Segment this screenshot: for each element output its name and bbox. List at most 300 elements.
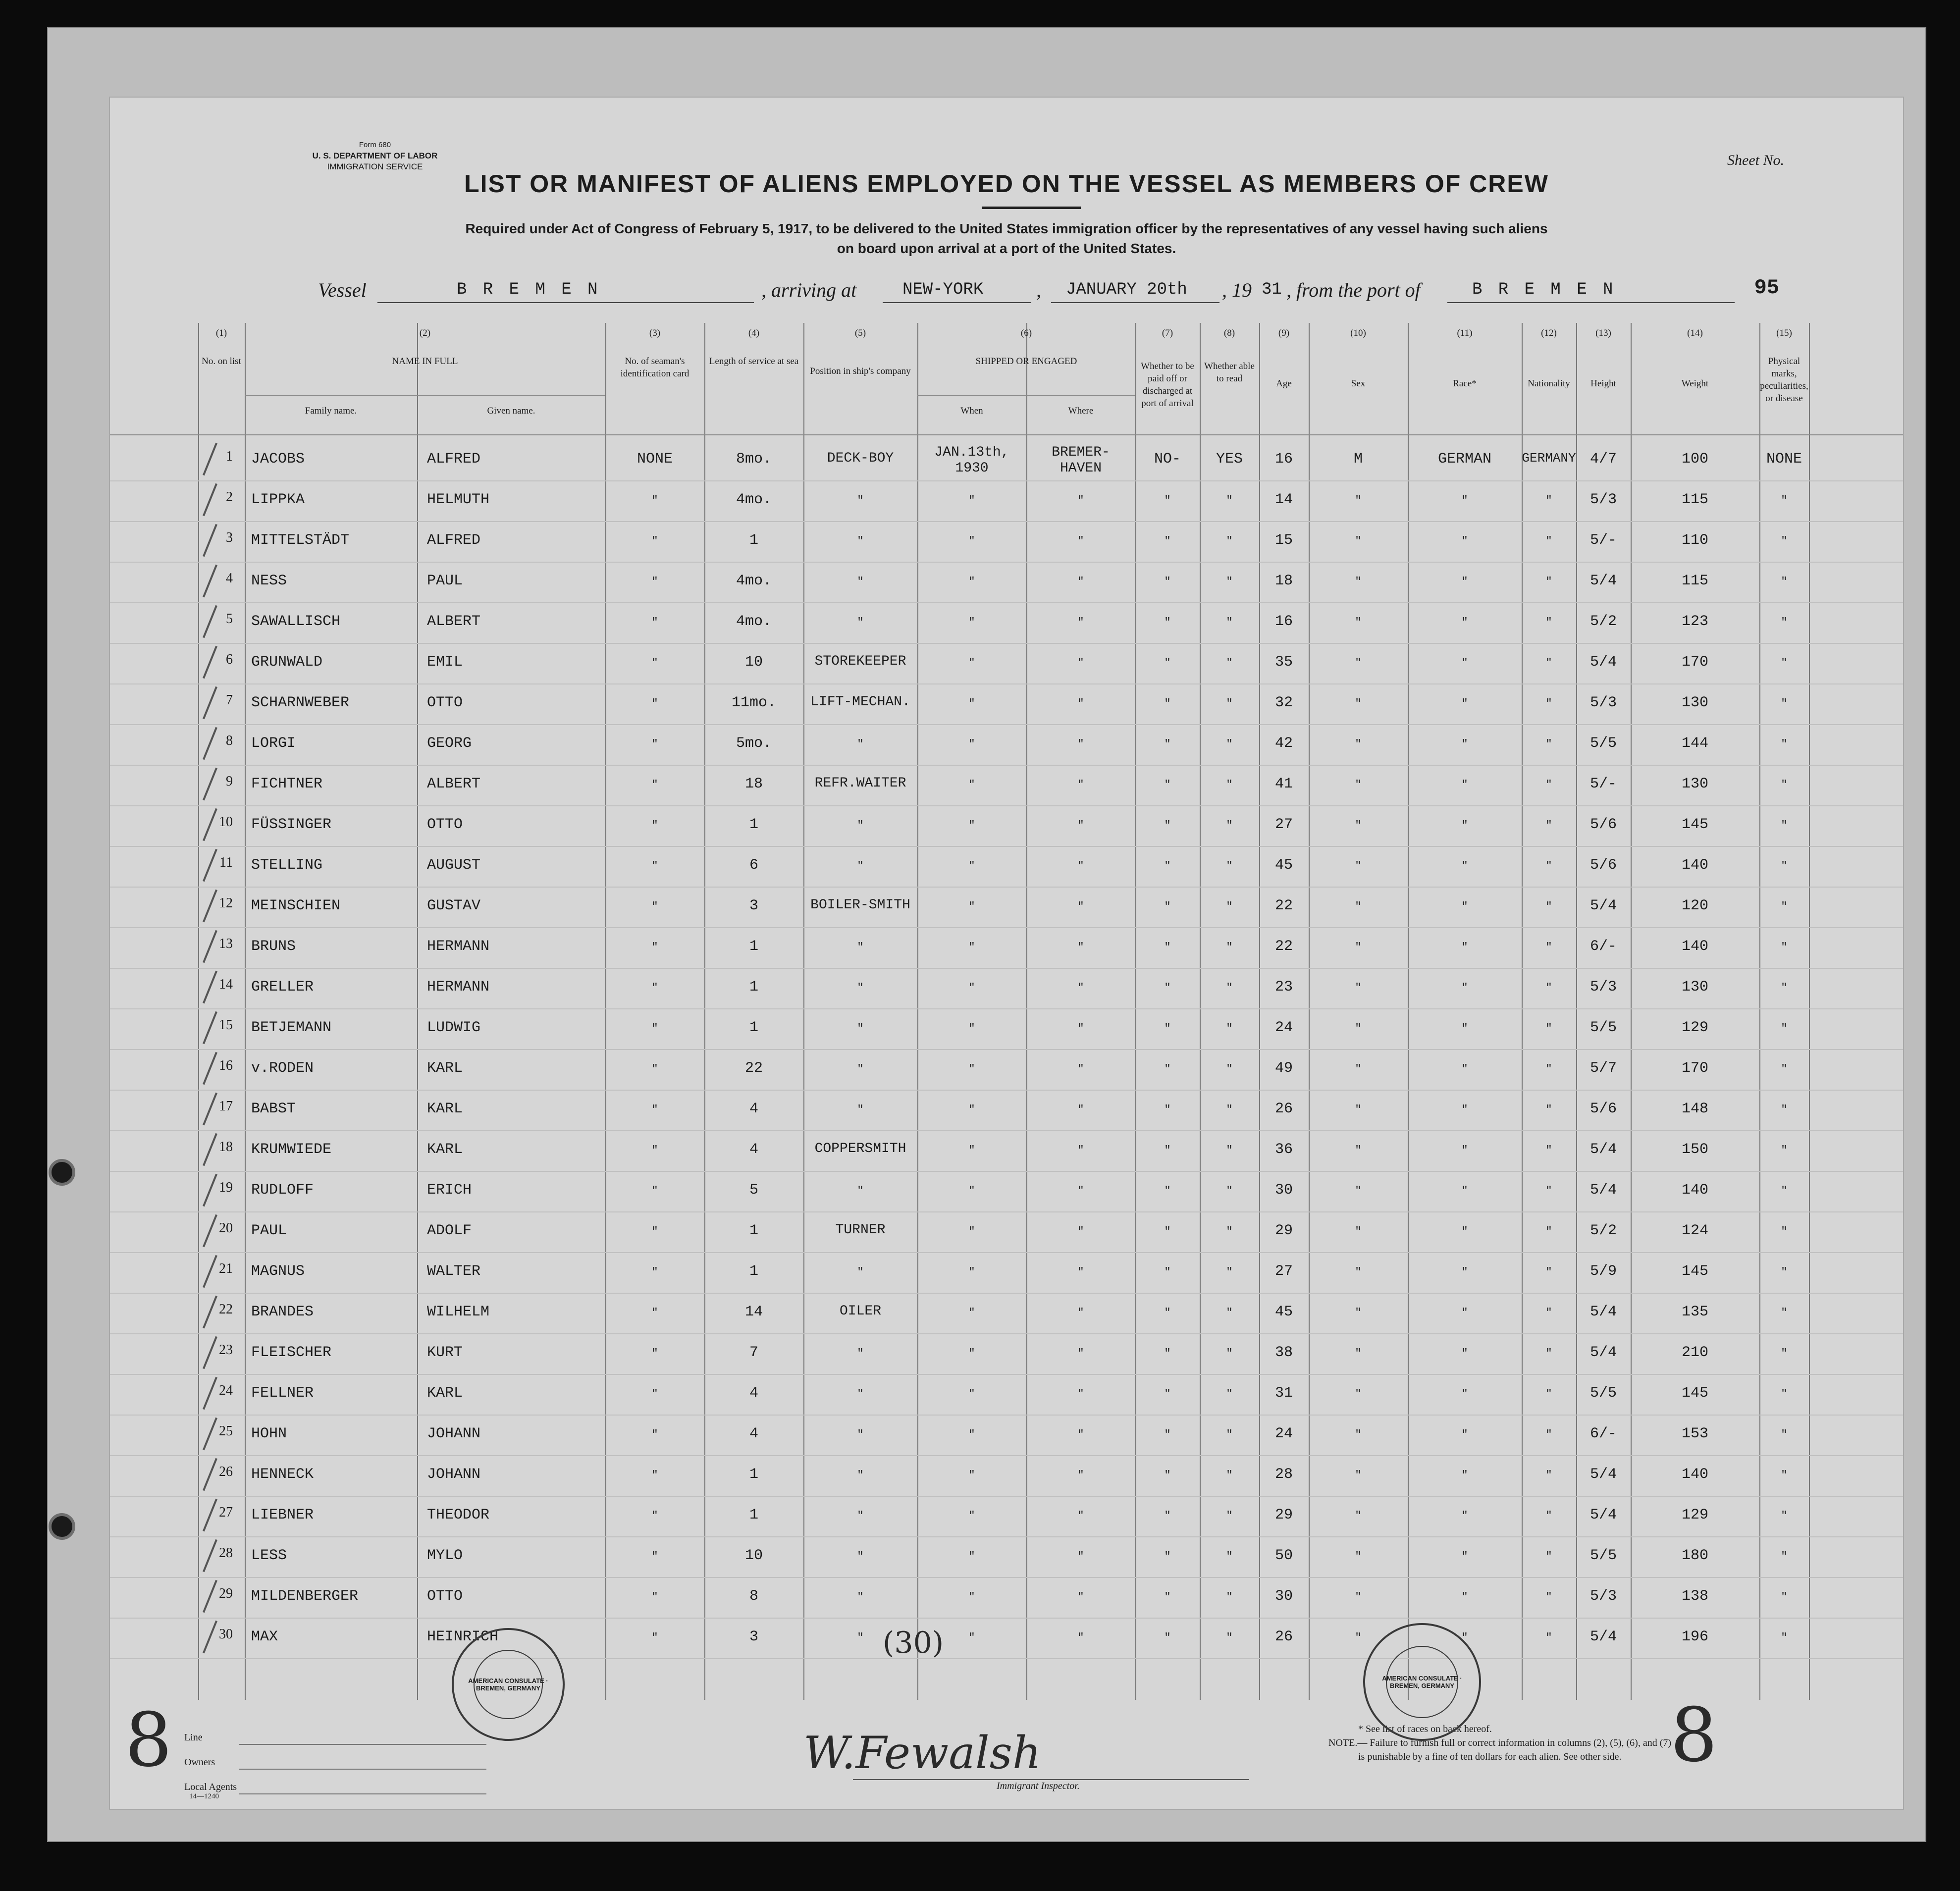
family-name: FÜSSINGER	[251, 816, 332, 833]
row-number: 16	[219, 1058, 233, 1073]
ditto-mark: "	[1545, 1307, 1552, 1319]
ditto-mark: "	[1781, 1469, 1788, 1481]
ditto-mark: "	[1355, 1510, 1362, 1522]
table-row	[110, 970, 1903, 1009]
ditto-mark: "	[968, 1144, 975, 1156]
age: 15	[1274, 532, 1293, 549]
sheet-number: 95	[1754, 276, 1779, 300]
ditto-mark: "	[1077, 860, 1084, 872]
ditto-mark: "	[1226, 900, 1233, 913]
ditto-mark: "	[1164, 1063, 1171, 1075]
given-name: WILHELM	[427, 1304, 490, 1320]
ditto-mark: "	[1164, 616, 1171, 629]
ditto-mark: "	[1545, 494, 1552, 507]
ditto-mark: "	[1461, 1550, 1468, 1563]
height: 5/3	[1589, 491, 1617, 508]
ditto-mark: "	[1164, 860, 1171, 872]
age: 24	[1274, 1019, 1293, 1036]
table-row	[110, 1376, 1903, 1416]
family-name: GRELLER	[251, 979, 314, 996]
ditto-mark: "	[857, 1428, 864, 1441]
ditto-mark: "	[1164, 1347, 1171, 1360]
weight: 210	[1681, 1344, 1708, 1361]
position: STOREKEEPER	[814, 654, 906, 669]
weight: 129	[1681, 1019, 1708, 1036]
height: 5/4	[1589, 1182, 1617, 1199]
ditto-mark: "	[1355, 1631, 1362, 1644]
ditto-mark: "	[1164, 1388, 1171, 1400]
length-of-service: 11mo.	[731, 694, 776, 711]
given-name: EMIL	[427, 654, 463, 671]
inspector-label: Immigrant Inspector.	[997, 1781, 1080, 1791]
subheader-rule	[917, 395, 1135, 396]
given-name: HERMANN	[427, 979, 490, 996]
punch-hole	[49, 1159, 75, 1186]
ditto-mark: "	[1077, 1307, 1084, 1319]
family-name: LIEBNER	[251, 1507, 314, 1523]
row-number: 1	[226, 449, 233, 464]
family-name: BRUNS	[251, 938, 296, 955]
height: 5/4	[1589, 654, 1617, 671]
age: 49	[1274, 1060, 1293, 1077]
ditto-mark: "	[1226, 982, 1233, 994]
ditto-mark: "	[1226, 1469, 1233, 1481]
row-rule	[110, 1171, 1903, 1172]
ditto-mark: "	[1164, 657, 1171, 669]
ditto-mark: "	[1077, 1185, 1084, 1197]
ditto-mark: "	[857, 819, 864, 832]
ditto-mark: "	[1781, 1225, 1788, 1238]
column-number: (6)	[1020, 328, 1032, 338]
col-given-name: Given name.	[487, 406, 535, 416]
ditto-mark: "	[968, 1591, 975, 1603]
ditto-mark: "	[1164, 1631, 1171, 1644]
ditto-mark: "	[1226, 1550, 1233, 1563]
tally-mark-left: 8	[125, 1697, 172, 1784]
age: 45	[1274, 857, 1293, 874]
row-rule	[110, 765, 1903, 766]
family-name: FELLNER	[251, 1385, 314, 1402]
inspector-signature: W.Fewalsh	[803, 1727, 1041, 1779]
length-of-service: 18	[744, 776, 763, 792]
column-number: (5)	[854, 328, 866, 338]
ditto-mark: "	[1164, 1022, 1171, 1035]
ditto-mark: "	[1226, 697, 1233, 710]
ditto-mark: "	[968, 900, 975, 913]
ditto-mark: "	[968, 860, 975, 872]
ditto-mark: "	[1226, 1144, 1233, 1156]
row-number: 27	[219, 1505, 233, 1520]
ditto-mark: "	[1461, 1022, 1468, 1035]
ditto-mark: "	[1077, 819, 1084, 832]
given-name: GUSTAV	[427, 897, 481, 914]
length-of-service: 3	[749, 1628, 758, 1645]
row-rule	[110, 1496, 1903, 1497]
arrival-date: JANUARY 20th	[1066, 280, 1187, 299]
table-row	[110, 564, 1903, 603]
ditto-mark: "	[1461, 1469, 1468, 1481]
position: DECK-BOY	[827, 451, 894, 466]
row-number: 23	[219, 1342, 233, 1358]
table-row	[110, 1417, 1903, 1456]
row-rule	[110, 846, 1903, 847]
ditto-mark: "	[651, 779, 658, 791]
ditto-mark: "	[968, 494, 975, 507]
date-rule	[1051, 302, 1219, 303]
consulate-stamp-left: AMERICAN CONSULATE · BREMEN, GERMANY	[452, 1628, 565, 1741]
ditto-mark: "	[1461, 1510, 1468, 1522]
ditto-mark: "	[857, 738, 864, 750]
col-nationality: Nationality	[1528, 378, 1570, 389]
table-row	[110, 1457, 1903, 1497]
age: 24	[1274, 1425, 1293, 1442]
ditto-mark: "	[1355, 1428, 1362, 1441]
ditto-mark: "	[968, 535, 975, 547]
family-name: v.RODEN	[251, 1060, 314, 1077]
age: 36	[1274, 1141, 1293, 1158]
family-name: RUDLOFF	[251, 1182, 314, 1199]
ditto-mark: "	[1355, 1347, 1362, 1360]
given-name: ALFRED	[427, 532, 481, 549]
subtitle-line-1: Required under Act of Congress of February 5, 1917, to be delivered to the United States immigration officer by the representatives of any vessel having such aliens	[465, 221, 1548, 236]
age: 29	[1274, 1507, 1293, 1523]
ditto-mark: "	[968, 1022, 975, 1035]
ditto-mark: "	[1781, 1022, 1788, 1035]
weight: 130	[1681, 694, 1708, 711]
ditto-mark: "	[1355, 494, 1362, 507]
ditto-mark: "	[1461, 697, 1468, 710]
row-rule	[110, 927, 1903, 928]
ditto-mark: "	[968, 657, 975, 669]
ditto-mark: "	[1164, 941, 1171, 953]
row-number: 22	[219, 1302, 233, 1317]
vessel-rule	[377, 302, 754, 303]
ditto-mark: "	[1226, 941, 1233, 953]
table-row	[110, 1620, 1903, 1659]
height: 5/5	[1589, 1547, 1617, 1564]
from-rule	[1447, 302, 1735, 303]
ditto-mark: "	[1164, 1591, 1171, 1603]
ditto-mark: "	[1077, 1347, 1084, 1360]
row-rule	[110, 1333, 1903, 1334]
physical-marks: NONE	[1766, 451, 1802, 468]
year-label: , 19	[1222, 279, 1252, 301]
note-fine-2: is punishable by a fine of ten dollars for each alien. See other side.	[1358, 1751, 1622, 1762]
given-name: HERMANN	[427, 938, 490, 955]
ditto-mark: "	[857, 1063, 864, 1075]
form-header	[283, 140, 467, 172]
length-of-service: 1	[749, 1019, 758, 1036]
row-number: 7	[226, 692, 233, 708]
ditto-mark: "	[1781, 941, 1788, 953]
where-line-2: HAVEN	[1059, 461, 1102, 476]
position: LIFT-MECHAN.	[810, 694, 910, 710]
ditto-mark: "	[1077, 738, 1084, 750]
height: 5/9	[1589, 1263, 1617, 1280]
ditto-mark: "	[1781, 576, 1788, 588]
length-of-service: 4mo.	[736, 491, 772, 508]
ditto-mark: "	[1164, 819, 1171, 832]
row-number: 10	[219, 814, 233, 830]
weight: 124	[1681, 1222, 1708, 1239]
ditto-mark: "	[1781, 1103, 1788, 1116]
document-subtitle	[318, 219, 1695, 259]
height: 5/4	[1589, 1344, 1617, 1361]
given-name: JOHANN	[427, 1466, 481, 1483]
col-sex: Sex	[1351, 378, 1366, 389]
table-row	[110, 1092, 1903, 1131]
table-row	[110, 726, 1903, 766]
given-name: HEINRICH	[427, 1628, 499, 1645]
length-of-service: 14	[744, 1304, 763, 1320]
row-number: 3	[226, 530, 233, 545]
age: 26	[1274, 1101, 1293, 1117]
family-name: SAWALLISCH	[251, 613, 341, 630]
family-name: MAX	[251, 1628, 278, 1645]
length-of-service: 4mo.	[736, 613, 772, 630]
ditto-mark: "	[1545, 576, 1552, 588]
ditto-mark: "	[1545, 535, 1552, 547]
given-name: KARL	[427, 1101, 463, 1117]
col-no-on-list: No. on list	[202, 356, 241, 367]
height: 5/2	[1589, 613, 1617, 630]
column-number: (7)	[1162, 328, 1173, 338]
table-row	[110, 848, 1903, 888]
ditto-mark: "	[1545, 1388, 1552, 1400]
weight: 140	[1681, 1182, 1708, 1199]
row-rule	[110, 968, 1903, 969]
col-weight: Weight	[1681, 378, 1709, 389]
table-row	[110, 685, 1903, 725]
family-name: LORGI	[251, 735, 296, 752]
height: 5/4	[1589, 573, 1617, 589]
ditto-mark: "	[1164, 1550, 1171, 1563]
column-number: (2)	[419, 328, 431, 338]
row-rule	[110, 1618, 1903, 1619]
age: 22	[1274, 938, 1293, 955]
age: 27	[1274, 816, 1293, 833]
height: 5/4	[1589, 897, 1617, 914]
col-position: Position in ship's company	[810, 366, 911, 376]
ditto-mark: "	[1461, 494, 1468, 507]
ditto-mark: "	[1164, 779, 1171, 791]
ditto-mark: "	[1355, 657, 1362, 669]
height: 5/4	[1589, 1628, 1617, 1645]
given-name: OTTO	[427, 816, 463, 833]
weight: 150	[1681, 1141, 1708, 1158]
ditto-mark: "	[1077, 941, 1084, 953]
ditto-mark: "	[1226, 1347, 1233, 1360]
table-row	[110, 1010, 1903, 1050]
ditto-mark: "	[857, 860, 864, 872]
length-of-service: 1	[749, 1507, 758, 1523]
height: 4/7	[1589, 451, 1617, 468]
col-name-in-full: NAME IN FULL	[392, 356, 458, 367]
ditto-mark: "	[1781, 1266, 1788, 1278]
table-row	[110, 1132, 1903, 1172]
ditto-mark: "	[1781, 697, 1788, 710]
form-code: 14—1240	[189, 1792, 219, 1800]
col-paid-off: Whether to be paid off or discharged at port of arrival	[1141, 361, 1194, 409]
ditto-mark: "	[1355, 1022, 1362, 1035]
ditto-mark: "	[1077, 1063, 1084, 1075]
ditto-mark: "	[1545, 1469, 1552, 1481]
given-name: WALTER	[427, 1263, 481, 1280]
row-rule	[110, 480, 1903, 481]
col-when: When	[960, 406, 983, 416]
ditto-mark: "	[1545, 982, 1552, 994]
row-number: 28	[219, 1545, 233, 1561]
height: 5/4	[1589, 1466, 1617, 1483]
ditto-mark: "	[1226, 860, 1233, 872]
column-number: (10)	[1350, 328, 1366, 338]
ditto-mark: "	[1077, 1022, 1084, 1035]
ditto-mark: "	[857, 1185, 864, 1197]
ditto-mark: "	[1545, 1185, 1552, 1197]
ditto-mark: "	[968, 616, 975, 629]
row-rule	[110, 805, 1903, 806]
weight: 130	[1681, 776, 1708, 792]
column-number: (3)	[649, 328, 661, 338]
given-name: KARL	[427, 1385, 463, 1402]
when-line-1: JAN.13th,	[934, 445, 1009, 460]
ditto-mark: "	[1226, 616, 1233, 629]
ditto-mark: "	[968, 1347, 975, 1360]
length-of-service: 4	[749, 1385, 758, 1402]
ditto-mark: "	[968, 1103, 975, 1116]
ditto-mark: "	[1781, 1144, 1788, 1156]
row-number: 8	[226, 733, 233, 748]
row-rule	[110, 1008, 1903, 1009]
column-number: (14)	[1687, 328, 1703, 338]
column-number: (11)	[1457, 328, 1473, 338]
ditto-mark: "	[968, 1063, 975, 1075]
ditto-mark: "	[1461, 1428, 1468, 1441]
table-row	[110, 1538, 1903, 1578]
ditto-mark: "	[1077, 1591, 1084, 1603]
length-of-service: 1	[749, 532, 758, 549]
note-races: * See list of races on back hereof.	[1358, 1724, 1492, 1734]
table-row	[110, 645, 1903, 684]
ditto-mark: "	[1164, 1185, 1171, 1197]
ditto-mark: "	[651, 1428, 658, 1441]
row-rule	[110, 1252, 1903, 1253]
age: 27	[1274, 1263, 1293, 1280]
length-of-service: 7	[749, 1344, 758, 1361]
ditto-mark: "	[1355, 576, 1362, 588]
ditto-mark: "	[857, 1631, 864, 1644]
age: 16	[1274, 613, 1293, 630]
length-of-service: 8mo.	[736, 451, 772, 468]
given-name: AUGUST	[427, 857, 481, 874]
row-number: 11	[219, 855, 233, 870]
ditto-mark: "	[651, 1631, 658, 1644]
ditto-mark: "	[1355, 941, 1362, 953]
ditto-mark: "	[1164, 1428, 1171, 1441]
from-label: , from the port of	[1286, 279, 1421, 301]
paid-off: NO-	[1154, 451, 1181, 468]
length-of-service: 10	[744, 1547, 763, 1564]
family-name: JACOBS	[251, 451, 305, 468]
row-number: 4	[226, 571, 233, 586]
ditto-mark: "	[1781, 738, 1788, 750]
ditto-mark: "	[1077, 1550, 1084, 1563]
col-physical-marks: Physical marks, peculiarities, or disease	[1760, 356, 1808, 404]
ditto-mark: "	[1545, 819, 1552, 832]
ditto-mark: "	[1781, 1510, 1788, 1522]
ditto-mark: "	[1545, 779, 1552, 791]
ditto-mark: "	[1461, 1591, 1468, 1603]
ditto-mark: "	[651, 1347, 658, 1360]
row-number: 5	[226, 611, 233, 627]
col-able-to-read: Whether able to read	[1204, 361, 1255, 384]
ditto-mark: "	[1355, 1469, 1362, 1481]
ditto-mark: "	[651, 1103, 658, 1116]
ditto-mark: "	[857, 1103, 864, 1116]
ditto-mark: "	[1461, 1103, 1468, 1116]
ditto-mark: "	[1164, 535, 1171, 547]
weight: 145	[1681, 1385, 1708, 1402]
ditto-mark: "	[1077, 982, 1084, 994]
ditto-mark: "	[1355, 982, 1362, 994]
ditto-mark: "	[968, 738, 975, 750]
age: 28	[1274, 1466, 1293, 1483]
ditto-mark: "	[1461, 941, 1468, 953]
ditto-mark: "	[1226, 1631, 1233, 1644]
ditto-mark: "	[1545, 900, 1552, 913]
given-name: ALBERT	[427, 776, 481, 792]
arrival-port: NEW-YORK	[902, 280, 984, 299]
row-number: 25	[219, 1423, 233, 1439]
weight: 153	[1681, 1425, 1708, 1442]
given-name: OTTO	[427, 694, 463, 711]
ditto-mark: "	[651, 1144, 658, 1156]
subtitle-line-2: on board upon arrival at a port of the United States.	[837, 241, 1176, 256]
ditto-mark: "	[1226, 819, 1233, 832]
ditto-mark: "	[1226, 738, 1233, 750]
ditto-mark: "	[1164, 576, 1171, 588]
row-number: 19	[219, 1180, 233, 1195]
ditto-mark: "	[1781, 819, 1788, 832]
ditto-mark: "	[1226, 1307, 1233, 1319]
ditto-mark: "	[1781, 657, 1788, 669]
ditto-mark: "	[651, 1063, 658, 1075]
ditto-mark: "	[1164, 1510, 1171, 1522]
weight: 110	[1681, 532, 1708, 549]
age: 30	[1274, 1182, 1293, 1199]
ditto-mark: "	[1226, 494, 1233, 507]
ditto-mark: "	[1545, 1103, 1552, 1116]
ditto-mark: "	[1461, 819, 1468, 832]
ditto-mark: "	[968, 1185, 975, 1197]
ditto-mark: "	[857, 494, 864, 507]
where-line-1: BREMER-	[1052, 445, 1110, 460]
position: COPPERSMITH	[814, 1141, 906, 1156]
id-card: NONE	[636, 451, 673, 468]
ditto-mark: "	[1226, 1591, 1233, 1603]
ditto-mark: "	[1077, 900, 1084, 913]
ditto-mark: "	[651, 494, 658, 507]
ditto-mark: "	[1164, 738, 1171, 750]
family-name: BABST	[251, 1101, 296, 1117]
ditto-mark: "	[651, 738, 658, 750]
ditto-mark: "	[1226, 1266, 1233, 1278]
weight: 115	[1681, 573, 1708, 589]
ditto-mark: "	[1781, 1185, 1788, 1197]
weight: 138	[1681, 1588, 1708, 1605]
table-row	[110, 807, 1903, 847]
table-row	[110, 1295, 1903, 1334]
